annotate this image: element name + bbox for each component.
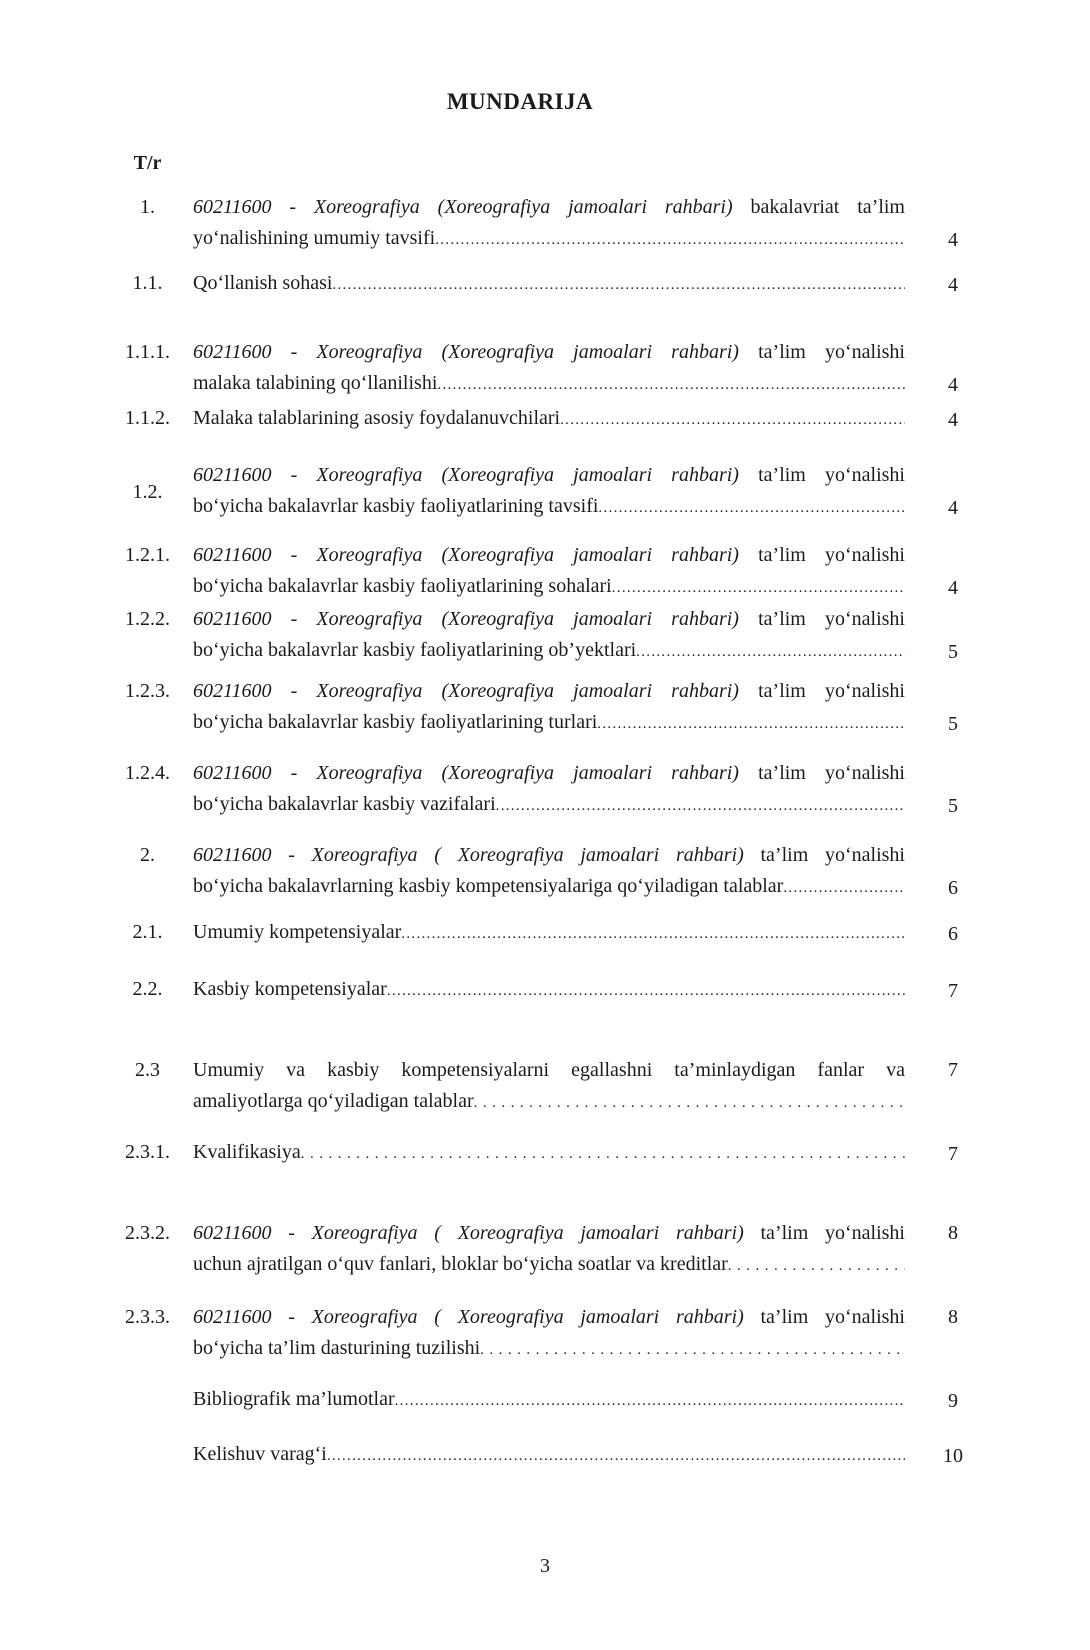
entry-text: 60211600 - Xoreografiya (Xoreografiya jamoalari rahbari) ta’lim yo‘nalishi bo‘yicha bakalavrlar kasbiy faoliyatlarining turlari .....	[193, 676, 905, 740]
entry-page: 5	[948, 795, 958, 817]
entry-text: 60211600 - Xoreografiya (Xoreografiya jamoalari rahbari) bakalavriat ta’lim yo‘nalishining umumiy tavsifi .....	[193, 192, 905, 256]
entry-page: 7	[948, 1059, 958, 1081]
entry-text: Kelishuv varag‘i .....	[193, 1439, 905, 1472]
dot-leader	[560, 403, 905, 436]
entry-text: Umumiy kompetensiyalar .....	[193, 917, 905, 950]
entry-page: 4	[948, 374, 958, 396]
entry-number: 2.3.1.	[125, 1141, 170, 1163]
toc-entry	[0, 337, 1090, 401]
dot-leader	[597, 707, 905, 740]
entry-page: 6	[948, 923, 958, 945]
dot-leader	[401, 917, 905, 950]
page-title: MUNDARIJA	[446, 89, 594, 114]
entry-number: 2.2.	[132, 978, 163, 1000]
dot-leader	[728, 1249, 905, 1282]
dot-leader	[636, 635, 905, 668]
toc-entry	[0, 1137, 1090, 1170]
entry-number: 1.1.	[132, 272, 163, 294]
entry-number	[105, 1439, 190, 1472]
entry-text: 60211600 - Xoreografiya ( Xoreografiya jamoalari rahbari) ta’lim yo‘nalishi bo‘yicha bakalavrlarning kasbiy kompetensiyalariga qo‘yiladigan talablar .....	[193, 840, 905, 904]
toc-entry	[0, 604, 1090, 668]
dot-leader	[437, 368, 905, 401]
entry-page: 5	[948, 641, 958, 663]
dot-leader	[332, 268, 905, 301]
dot-leader	[783, 871, 905, 904]
toc-entry	[0, 1055, 1090, 1119]
dot-leader	[474, 1086, 905, 1119]
entry-number: 2.	[140, 844, 155, 866]
entry-number: 1.1.2.	[125, 407, 170, 429]
toc-entry	[0, 974, 1090, 1007]
dot-leader	[327, 1439, 905, 1472]
entry-number	[105, 1384, 190, 1417]
entry-text: Malaka talablarining asosiy foydalanuvchilari .....	[193, 403, 905, 436]
column-header-tr: T/r	[133, 152, 162, 174]
entry-number: 2.3	[135, 1059, 160, 1081]
toc-column-header-row	[0, 148, 1090, 179]
entry-text: Kvalifikasiya .....	[193, 1137, 905, 1170]
entry-text: 60211600 - Xoreografiya (Xoreografiya jamoalari rahbari) ta’lim yo‘nalishi malaka talabining qo‘llanilishi .....	[193, 337, 905, 401]
entry-page: 7	[948, 980, 958, 1002]
entry-page: 5	[948, 713, 958, 735]
entry-page: 4	[948, 409, 958, 431]
toc-entry	[0, 840, 1090, 904]
toc-entry	[0, 268, 1090, 301]
toc-entry	[0, 1218, 1090, 1282]
entry-text: 60211600 - Xoreografiya ( Xoreografiya jamoalari rahbari) ta’lim yo‘nalishi bo‘yicha ta’lim dasturining tuzilishi .....	[193, 1302, 905, 1366]
entry-page: 4	[948, 577, 958, 599]
dot-leader	[387, 974, 905, 1007]
entry-page: 9	[948, 1390, 958, 1412]
entry-page: 4	[948, 229, 958, 251]
entry-page: 8	[948, 1222, 958, 1244]
toc-entry	[0, 540, 1090, 604]
dot-leader	[612, 571, 905, 604]
entry-text: Umumiy va kasbiy kompetensiyalarni egallashni ta’minlaydigan fanlar va amaliyotlarga qo‘yiladigan talablar .....	[193, 1055, 905, 1119]
entry-text: 60211600 - Xoreografiya (Xoreografiya jamoalari rahbari) ta’lim yo‘nalishi bo‘yicha bakalavrlar kasbiy faoliyatlarining sohalari .....	[193, 540, 905, 604]
dot-leader	[598, 491, 905, 524]
entry-number: 1.2.	[132, 480, 163, 503]
dot-leader	[496, 789, 905, 822]
toc-entry	[0, 403, 1090, 436]
entry-number: 1.2.2.	[125, 608, 170, 630]
entry-page: 6	[948, 877, 958, 899]
toc-entry	[0, 1439, 1090, 1472]
toc-entry	[0, 917, 1090, 950]
entry-page: 4	[948, 497, 958, 519]
entry-number: 2.3.3.	[125, 1306, 170, 1328]
dot-leader	[480, 1333, 905, 1366]
entry-text: Kasbiy kompetensiyalar .....	[193, 974, 905, 1007]
toc-entry	[0, 1302, 1090, 1366]
entry-number: 1.2.3.	[125, 680, 170, 702]
entry-number: 1.2.4.	[125, 762, 170, 784]
toc-entry	[0, 758, 1090, 822]
entry-text: 60211600 - Xoreografiya (Xoreografiya jamoalari rahbari) ta’lim yo‘nalishi bo‘yicha bakalavrlar kasbiy faoliyatlarining tavsifi .....	[193, 460, 905, 524]
footer-page-number: 3	[540, 1555, 550, 1577]
dot-leader	[395, 1384, 905, 1417]
dot-leader	[301, 1137, 905, 1170]
entry-page: 4	[948, 274, 958, 296]
entry-number: 1.	[140, 196, 155, 218]
dot-leader	[435, 223, 905, 256]
entry-number: 2.3.2.	[125, 1222, 170, 1244]
entry-page: 8	[948, 1306, 958, 1328]
entry-text: 60211600 - Xoreografiya (Xoreografiya jamoalari rahbari) ta’lim yo‘nalishi bo‘yicha bakalavrlar kasbiy faoliyatlarining ob’yektlari .....	[193, 604, 905, 668]
entry-page: 10	[943, 1445, 963, 1467]
entry-number: 1.2.1.	[125, 544, 170, 566]
entry-text: 60211600 - Xoreografiya ( Xoreografiya jamoalari rahbari) ta’lim yo‘nalishi uchun ajratilgan o‘quv fanlari, bloklar bo‘yicha soatlar va kreditlar .....	[193, 1218, 905, 1282]
toc-entry	[0, 192, 1090, 256]
table-of-contents	[0, 192, 1090, 1472]
entry-text: Bibliografik ma’lumotlar .....	[193, 1384, 905, 1417]
entry-number: 1.1.1.	[125, 341, 170, 363]
toc-entry	[0, 1384, 1090, 1417]
entry-page: 7	[948, 1143, 958, 1165]
entry-number: 2.1.	[132, 921, 163, 943]
toc-entry	[0, 676, 1090, 740]
entry-text: 60211600 - Xoreografiya (Xoreografiya jamoalari rahbari) ta’lim yo‘nalishi bo‘yicha bakalavrlar kasbiy vazifalari .....	[193, 758, 905, 822]
toc-entry	[0, 460, 1090, 524]
entry-text: Qo‘llanish sohasi .....	[193, 268, 905, 301]
